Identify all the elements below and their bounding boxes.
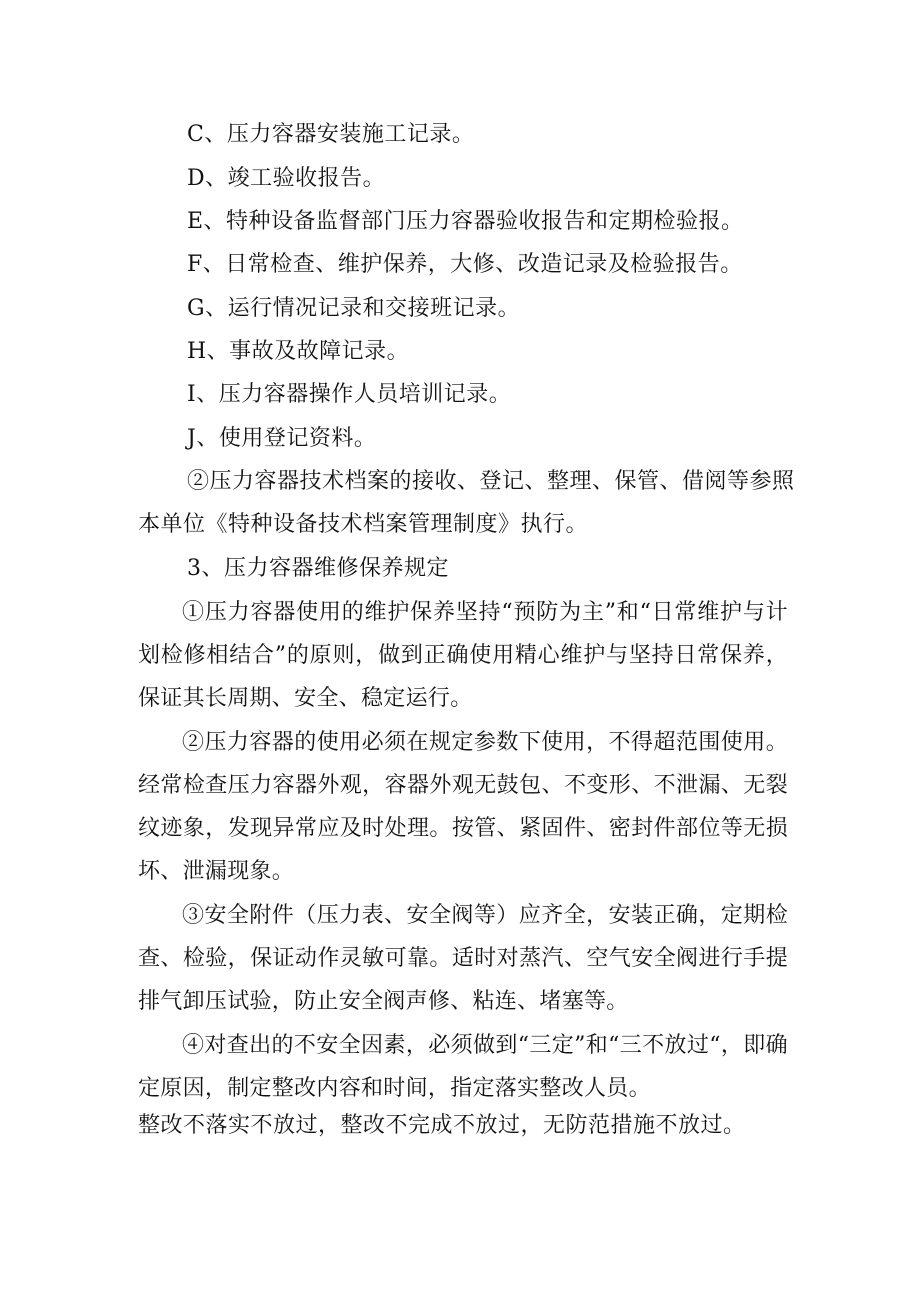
archive-note-line-1: ②压力容器技术档案的接收、登记、整理、保管、借阅等参照 [187, 469, 795, 494]
paragraph-safety-accessories: ③安全附件（压力表、安全阀等）应齐全，安装正确，定期检查、检验，保证动作灵敏可靠。适时对蒸汽、空气安全阀进行手提排气卸压试验，防止安全阀声修、粘连、堵塞等。 [138, 903, 788, 1014]
list-item-j: J、使用登记资料。 [187, 426, 377, 451]
section-heading: 3、压力容器维修保养规定 [187, 556, 449, 581]
list-item-f: F、日常检查、维护保养，大修、改造记录及检验报告。 [187, 252, 743, 277]
list-item-i: I、压力容器操作人员培训记录。 [187, 382, 512, 407]
archive-note-line-2: 本单位《特种设备技术档案管理制度》执行。 [138, 512, 589, 537]
list-item-g: G、运行情况记录和交接班记录。 [187, 296, 521, 321]
list-item-h: H、事故及故障记录。 [187, 339, 410, 364]
list-item-c: C、压力容器安装施工记录。 [187, 122, 475, 147]
closing-line: 整改不落实不放过，整改不完成不放过，无防范措施不放过。 [138, 1113, 746, 1138]
paragraph-usage-inspection: ②压力容器的使用必须在规定参数下使用，不得超范围使用。经常检查压力容器外观，容器外观无鼓包、不变形、不泄漏、无裂纹迹象，发现异常应及时处理。按管、紧固件、密封件部位等无损坏、泄漏现象。 [138, 730, 788, 884]
paragraph-maintenance-principle: ①压力容器使用的维护保养坚持“预防为主”和“日常维护与计划检修相结合”的原则，做到正确使用精心维护与坚持日常保养，保证其长周期、安全、稳定运行。 [138, 600, 788, 711]
list-item-e: E、特种设备监督部门压力容器验收报告和定期检验报。 [187, 209, 744, 234]
list-item-d: D、竣工验收报告。 [187, 166, 386, 191]
paragraph-unsafe-factors: ④对查出的不安全因素，必须做到“三定”和“三不放过“，即确定原因，制定整改内容和时间，指定落实整改人员。 [138, 1033, 788, 1101]
